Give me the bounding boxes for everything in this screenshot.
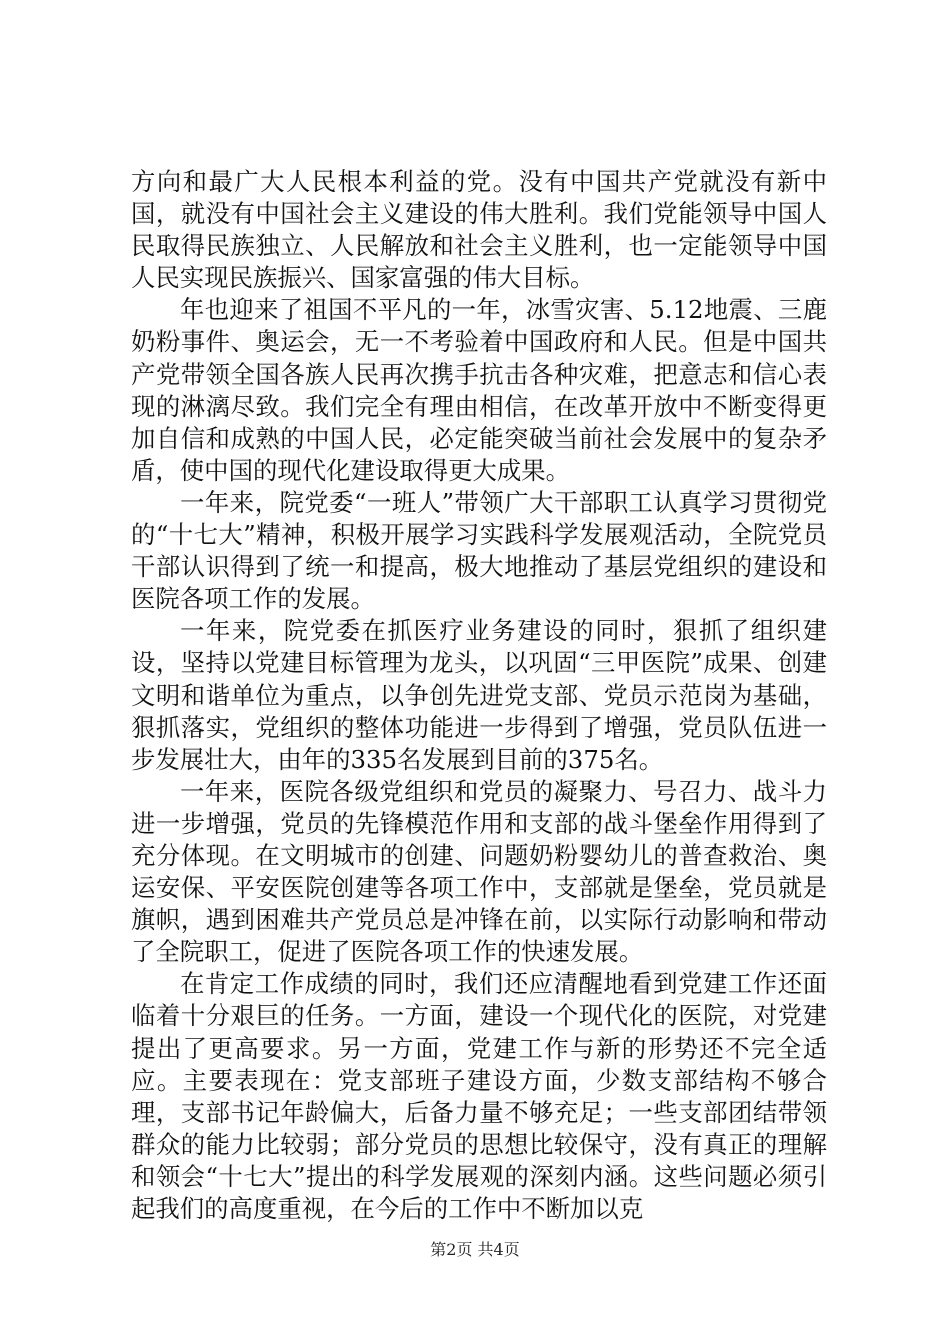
paragraph-5: 一年来，医院各级党组织和党员的凝聚力、号召力、战斗力进一步增强，党员的先锋模范作用和支部的战斗堡垒作用得到了充分体现。在文明城市的创建、问题奶粉婴幼儿的普查救治、奥运安保、平安医院创建等各项工作中，支部就是堡垒，党员就是旗帜，遇到困难共产党员总是冲锋在前，以实际行动影响和带动了全院职工，促进了医院各项工作的快速发展。 bbox=[131, 776, 827, 967]
paragraph-2: 年也迎来了祖国不平凡的一年，冰雪灾害、5.12地震、三鹿奶粉事件、奥运会，无一不考验着中国政府和人民。但是中国共产党带领全国各族人民再次携手抗击各种灾难，把意志和信心表现的淋漓尽致。我们完全有理由相信，在改革开放中不断变得更加自信和成熟的中国人民，必定能突破当前社会发展中的复杂矛盾，使中国的现代化建设取得更大成果。 bbox=[131, 295, 827, 485]
page-number-footer: 第2页 共4页 bbox=[430, 1240, 520, 1259]
paragraph-3: 一年来，院党委“一班人”带领广大干部职工认真学习贯彻党的“十七大”精神，积极开展学习实践科学发展观活动，全院党员干部认识得到了统一和提高，极大地推动了基层党组织的建设和医院各项工作的发展。 bbox=[131, 487, 827, 614]
paragraph-4: 一年来，院党委在抓医疗业务建设的同时，狠抓了组织建设，坚持以党建目标管理为龙头，以巩固“三甲医院”成果、创建文明和谐单位为重点，以争创先进党支部、党员示范岗为基础，狠抓落实，党组织的整体功能进一步得到了增强，党员队伍进一步发展壮大，由年的335名发展到目前的375名。 bbox=[131, 616, 827, 774]
paragraph-1: 方向和最广大人民根本利益的党。没有中国共产党就没有新中国，就没有中国社会主义建设的伟大胜利。我们党能领导中国人民取得民族独立、人民解放和社会主义胜利，也一定能领导中国人民实现民族振兴、国家富强的伟大目标。 bbox=[131, 167, 827, 293]
document-body bbox=[131, 166, 827, 1225]
paragraph-6: 在肯定工作成绩的同时，我们还应清醒地看到党建工作还面临着十分艰巨的任务。一方面，建设一个现代化的医院，对党建提出了更高要求。另一方面，党建工作与新的形势还不完全适应。主要表现在：党支部班子建设方面，少数支部结构不够合理，支部书记年龄偏大，后备力量不够充足；一些支部团结带领群众的能力比较弱；部分党员的思想比较保守，没有真正的理解和领会“十七大”提出的科学发展观的深刻内涵。这些问题必须引起我们的高度重视，在今后的工作中不断加以克 bbox=[131, 969, 827, 1223]
